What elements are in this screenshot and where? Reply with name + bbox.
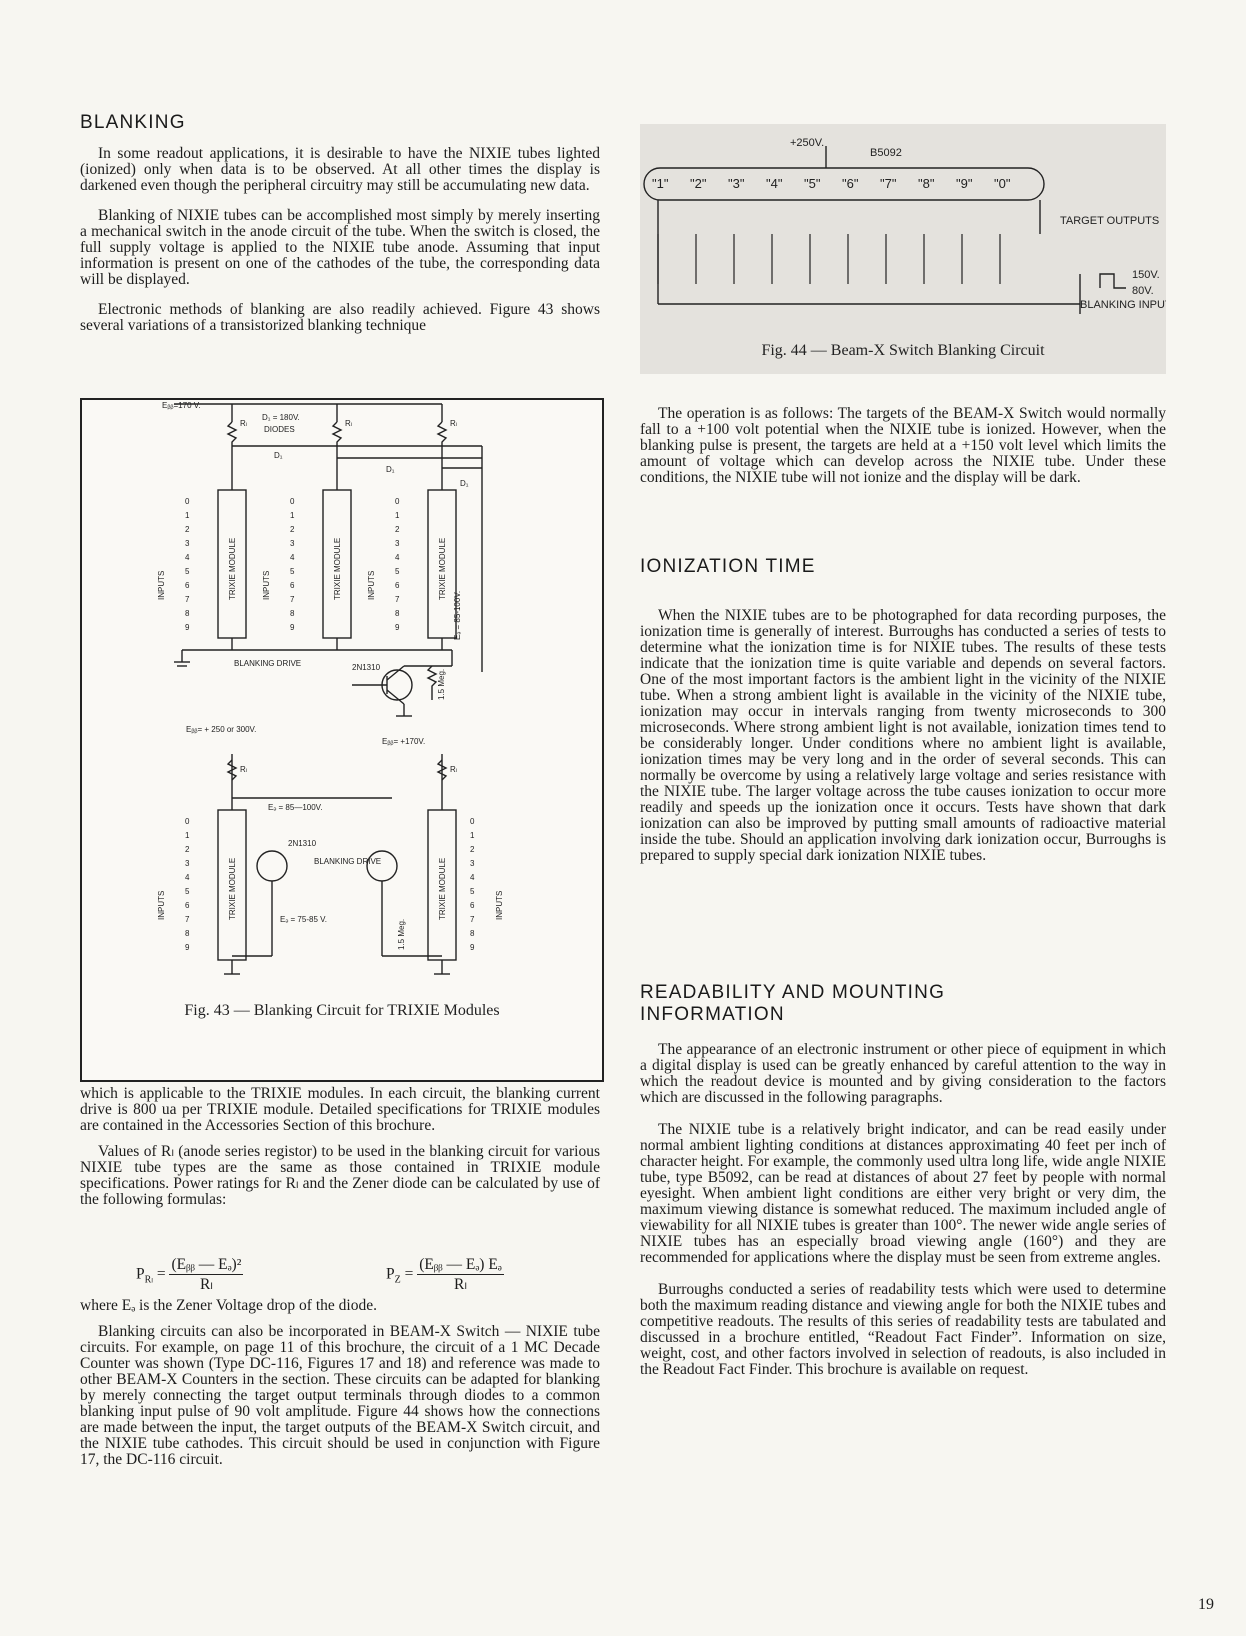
svg-text:8: 8: [395, 609, 400, 618]
svg-text:TRIXIE MODULE: TRIXIE MODULE: [333, 537, 342, 600]
svg-text:"8": "8": [918, 176, 935, 191]
svg-text:INPUTS: INPUTS: [495, 890, 504, 920]
svg-text:8: 8: [290, 609, 295, 618]
where-line: where Eₔ is the Zener Voltage drop of the diode.: [80, 1297, 377, 1314]
svg-text:5: 5: [290, 567, 295, 576]
svg-text:5: 5: [185, 887, 190, 896]
target-outputs-label: TARGET OUTPUTS: [1060, 215, 1160, 227]
d1-note: D₁ = 180V.: [262, 413, 300, 422]
svg-text:1: 1: [185, 511, 190, 520]
svg-text:"2": "2": [690, 176, 707, 191]
svg-text:9: 9: [290, 623, 295, 632]
svg-text:INPUTS: INPUTS: [157, 570, 166, 600]
svg-text:D₁: D₁: [460, 479, 469, 488]
ez-top-label: Eₔ = 85-100V.: [453, 590, 462, 640]
svg-text:TRIXIE MODULE: TRIXIE MODULE: [438, 537, 447, 600]
svg-text:3: 3: [470, 859, 475, 868]
v150-label: 150V.: [1132, 269, 1160, 281]
svg-text:1.5 Meg.: 1.5 Meg.: [397, 918, 406, 950]
svg-text:4: 4: [185, 873, 190, 882]
module-2-pins: [290, 497, 295, 632]
svg-text:7: 7: [470, 915, 475, 924]
tube-label: B5092: [870, 147, 902, 159]
v80-label: 80V.: [1132, 285, 1154, 297]
svg-text:6: 6: [185, 901, 190, 910]
ionization-heading: IONIZATION TIME: [640, 556, 816, 577]
blanking-heading: BLANKING: [80, 112, 186, 133]
svg-text:6: 6: [290, 581, 295, 590]
operation-section: [640, 406, 1166, 486]
svg-text:INPUTS: INPUTS: [262, 570, 271, 600]
diodes-label: DIODES: [264, 425, 295, 434]
svg-text:Rₗ: Rₗ: [345, 419, 353, 428]
svg-text:"1": "1": [652, 176, 669, 191]
svg-text:TRIXIE MODULE: TRIXIE MODULE: [228, 857, 237, 920]
svg-text:4: 4: [290, 553, 295, 562]
ionization-paragraph: When the NIXIE tubes are to be photographed for data recording purposes, the ionization time is generally of interest. Burroughs has conducted a series of tests to determine what the ionization time is for NIXIE tubes. The results of these tests indicate that the ionization time is quite variable and depends on several factors. One of the most important factors is the ambient light in the vicinity of the NIXIE tube. When a strong ambient light is available in the vicinity of the NIXIE tube, ionization may occur in intervals ranging from twenty microseconds to 300 microseconds. Where strong ambient light is not available, ionization times tend to be considerably longer. Under conditions where no ambient light is available, ionization times may be very long and in the order of several seconds. This can normally be overcome by using a relatively large voltage and series resistance with the NIXIE tube. The larger voltage across the tube causes ionization to occur more readily and speeds up the ionization once it occurs. Tests have shown that dark ionization can also be improved by putting small amounts of radioactive material inside the tube. Should an application involving dark ionization occur, Burroughs is prepared to supply special dark ionization NIXIE tubes.: [640, 607, 1166, 864]
svg-text:0: 0: [185, 817, 190, 826]
readability-heading-line2: INFORMATION: [640, 1004, 785, 1025]
readability-paragraph-2: The NIXIE tube is a relatively bright indicator, and can be read easily under normal ambient lighting conditions at distances approximating 40 feet per inch of character height. For example, the commonly used ultra long life, wide angle NIXIE tube, type B5092, can be read at distances of about 27 feet by people with normal eyesight. When ambient light conditions are either very bright or very dim, the maximum viewing distance is somewhat reduced. The maximum included angle of viewability for all NIXIE tubes is greater than 100°. The newer wide angle series of NIXIE tubes has an especially broad viewing angle (160°) and they are recommended for applications where the display must be seen from extreme angles.: [640, 1121, 1166, 1266]
blanking-continued: [80, 1086, 600, 1208]
svg-text:TRIXIE MODULE: TRIXIE MODULE: [228, 537, 237, 600]
figure-43-caption: Fig. 43 — Blanking Circuit for TRIXIE Modules: [184, 1002, 500, 1019]
svg-text:3: 3: [395, 539, 400, 548]
svg-text:7: 7: [290, 595, 295, 604]
svg-text:1: 1: [290, 511, 295, 520]
blanking-drive-label: BLANKING DRIVE: [234, 659, 302, 668]
operation-paragraph: The operation is as follows: The targets of the BEAM-X Switch would normally fall to a +100 volt potential when the NIXIE tube is ionized. However, when the blanking pulse is present, the targets are held at a +150 volt level which limits the amount of voltage which can develop across the NIXIE tube. Under these conditions, the NIXIE tube will not ionize and the display will be dark.: [640, 405, 1166, 486]
svg-text:8: 8: [185, 929, 190, 938]
svg-text:4: 4: [185, 553, 190, 562]
readability-paragraph-1: The appearance of an electronic instrument or other piece of equipment in which a digital display is used can be greatly enhanced by careful attention to the way in which the readout device is mounted and by giving consideration to the factors which are discussed in the following paragraphs.: [640, 1041, 1166, 1106]
blanking-paragraph-2: Blanking of NIXIE tubes can be accomplished most simply by merely inserting a mechanical switch in the anode circuit of the tube. When the switch is closed, the full supply voltage is applied to the NIXIE tube anode. Assuming that input information is present on one of the cathodes of the tube, the corresponding data will be displayed.: [80, 207, 600, 288]
figure-44-schematic: [640, 124, 1166, 334]
blanking-paragraph-4: which is applicable to the TRIXIE modules. In each circuit, the blanking current drive is 800 ua per TRIXIE module. Detailed specifications for TRIXIE modules are contained in the Accessories Section of this brochure.: [80, 1085, 600, 1134]
svg-text:1.5 Meg.: 1.5 Meg.: [437, 668, 446, 700]
svg-text:3: 3: [290, 539, 295, 548]
page-number: 19: [1198, 1596, 1214, 1613]
svg-text:0: 0: [290, 497, 295, 506]
ebb-250-label: Eᵦᵦ= + 250 or 300V.: [186, 725, 257, 734]
svg-text:7: 7: [185, 595, 190, 604]
svg-text:0: 0: [395, 497, 400, 506]
module-3-pins: [395, 497, 400, 632]
svg-text:6: 6: [185, 581, 190, 590]
svg-text:9: 9: [185, 943, 190, 952]
svg-text:"7": "7": [880, 176, 897, 191]
module-5-pins: [470, 817, 475, 952]
svg-text:1: 1: [395, 511, 400, 520]
svg-text:Rₗ: Rₗ: [450, 765, 458, 774]
figure-44-caption: Fig. 44 — Beam-X Switch Blanking Circuit: [761, 342, 1045, 359]
ionization-section: [640, 556, 1166, 864]
svg-text:"0": "0": [994, 176, 1011, 191]
svg-text:2: 2: [185, 525, 190, 534]
svg-text:6: 6: [395, 581, 400, 590]
figure-43-schematic: [82, 400, 598, 1000]
svg-text:Rₗ: Rₗ: [240, 419, 248, 428]
supply-label: +250V.: [790, 137, 825, 149]
readability-section: [640, 982, 1166, 1378]
blanking-paragraphs: [80, 146, 600, 334]
svg-text:Rₗ: Rₗ: [240, 765, 248, 774]
svg-text:9: 9: [185, 623, 190, 632]
svg-text:5: 5: [185, 567, 190, 576]
ebb-170v-label: Eᵦᵦ= +170V.: [382, 737, 426, 746]
module-1-pins: [185, 497, 190, 632]
svg-text:2: 2: [290, 525, 295, 534]
svg-text:5: 5: [470, 887, 475, 896]
svg-text:1: 1: [470, 831, 475, 840]
svg-text:2: 2: [185, 845, 190, 854]
svg-text:8: 8: [470, 929, 475, 938]
ebb-170-label: Eᵦᵦ=170 V.: [162, 401, 201, 410]
figure-43: [80, 398, 604, 1082]
svg-text:5: 5: [395, 567, 400, 576]
ez-low-label: Eₔ = 75-85 V.: [280, 915, 327, 924]
readability-paragraph-3: Burroughs conducted a series of readability tests which were used to determine both the maximum reading distance and viewing angle for both the NIXIE tubes and competitive readouts. The results of this series of readability tests are tabulated and discussed in a brochure entitled, “Readout Fact Finder”. Information on size, weight, cost, and other factors involved in selection of readouts, is also included in the Readout Fact Finder. This brochure is available on request.: [640, 1281, 1166, 1378]
transistor-label-1: 2N1310: [352, 663, 381, 672]
blanking-paragraph-1: In some readout applications, it is desirable to have the NIXIE tubes lighted (ionized) only when data is to be observed. At all other times the display is darkened even though the peripheral circuitry may still be accumulating new data.: [80, 145, 600, 194]
transistor-label-2: 2N1310: [288, 839, 317, 848]
svg-text:INPUTS: INPUTS: [157, 890, 166, 920]
svg-text:D₁: D₁: [274, 451, 283, 460]
svg-text:D₁: D₁: [386, 465, 395, 474]
svg-text:"3": "3": [728, 176, 745, 191]
svg-text:7: 7: [185, 915, 190, 924]
formula-pz: $P_Z$ = (Eᵦᵦ — Eₔ) Eₔ Rₗ: [386, 1256, 502, 1293]
svg-text:6: 6: [470, 901, 475, 910]
readability-heading-line1: READABILITY AND MOUNTING: [640, 982, 946, 1003]
blanking-section: [80, 112, 600, 134]
svg-text:8: 8: [185, 609, 190, 618]
svg-text:0: 0: [470, 817, 475, 826]
svg-text:7: 7: [395, 595, 400, 604]
blanking-input-label: BLANKING INPUT: [1080, 299, 1166, 311]
svg-text:1: 1: [185, 831, 190, 840]
svg-text:3: 3: [185, 539, 190, 548]
svg-text:0: 0: [185, 497, 190, 506]
blanking-paragraph-5: Values of Rₗ (anode series registor) to be used in the blanking circuit for various NIXIE tube types are the same as those contained in TRIXIE module specifications. Power ratings for Rₗ and the Zener diode can be calculated by use of the following formulas:: [80, 1143, 600, 1208]
svg-text:"9": "9": [956, 176, 973, 191]
svg-text:TRIXIE MODULE: TRIXIE MODULE: [438, 857, 447, 920]
blanking-drive-label-2: BLANKING DRIVE: [314, 857, 382, 866]
svg-text:Rₗ: Rₗ: [450, 419, 458, 428]
svg-text:2: 2: [470, 845, 475, 854]
svg-text:"5": "5": [804, 176, 821, 191]
svg-text:"6": "6": [842, 176, 859, 191]
svg-text:4: 4: [470, 873, 475, 882]
svg-text:INPUTS: INPUTS: [367, 570, 376, 600]
svg-text:2: 2: [395, 525, 400, 534]
svg-text:3: 3: [185, 859, 190, 868]
svg-text:9: 9: [470, 943, 475, 952]
svg-text:"4": "4": [766, 176, 783, 191]
svg-text:4: 4: [395, 553, 400, 562]
formula-prl: $P_{R_l}$ = (Eᵦᵦ — Eₔ)² Rₗ: [136, 1256, 242, 1293]
blanking-final: [80, 1298, 600, 1468]
blanking-paragraph-3: Electronic methods of blanking are also readily achieved. Figure 43 shows several variations of a transistorized blanking technique: [80, 301, 600, 334]
blanking-paragraph-6: Blanking circuits can also be incorporated in BEAM-X Switch — NIXIE tube circuits. For example, on page 11 of this brochure, the circuit of a 1 MC Decade Counter was shown (Type DC-116, Figures 17 and 18) and reference was made to other BEAM-X Counters in the section. These circuits can be adapted for blanking by merely connecting the target output terminals through diodes to a common blanking input pulse of 90 volt amplitude. Figure 44 shows how the connections are made between the input, the target outputs of the BEAM-X Switch circuit, and the NIXIE tube cathodes. This circuit should be used in conjunction with Figure 17, the DC-116 circuit.: [80, 1323, 600, 1468]
svg-text:9: 9: [395, 623, 400, 632]
figure-44: [640, 124, 1166, 374]
ez-mid-label: Eₔ = 85—100V.: [268, 803, 323, 812]
module-4-pins: [185, 817, 190, 952]
